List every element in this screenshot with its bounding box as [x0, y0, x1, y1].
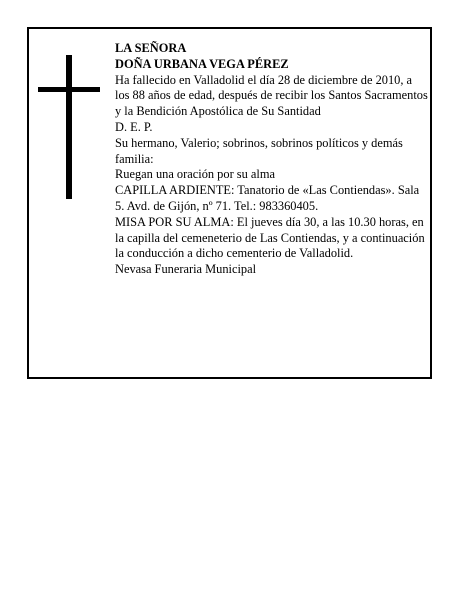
- family-line: Su hermano, Valerio; sobrinos, sobrinos políticos y demás familia:: [115, 135, 403, 166]
- prayer-request: Ruegan una oración por su alma: [115, 167, 275, 182]
- chapel-info: CAPILLA ARDIENTE: Tanatorio de «Las Contiendas». Sala 5. Avd. de Gijón, nº 71. Tel.: 983360405.: [115, 183, 420, 213]
- cross-icon: [38, 55, 100, 199]
- cross-vertical-bar: [66, 55, 72, 199]
- rip-line: D. E. P.: [115, 119, 153, 134]
- deceased-name: DOÑA URBANA VEGA PÉREZ: [115, 56, 289, 71]
- notice-title: LA SEÑORA: [115, 41, 187, 55]
- funeral-home: Nevasa Funeraria Municipal: [115, 262, 257, 277]
- passing-announcement: Ha fallecido en Valladolid el día 28 de diciembre de 2010, a los 88 años de edad, después de recibir los Santos Sacramentos y la Bendición Apostólica de Su Santidad: [115, 72, 428, 119]
- cross-horizontal-bar: [38, 87, 100, 92]
- notice-text: [115, 41, 429, 278]
- obituary-notice: [27, 27, 432, 379]
- mass-info: MISA POR SU ALMA: El jueves día 30, a las 10.30 horas, en la capilla del cemeneterio de Las Contiendas, y a continuación la conducción a dicho cementerio de Valladolid.: [115, 214, 425, 261]
